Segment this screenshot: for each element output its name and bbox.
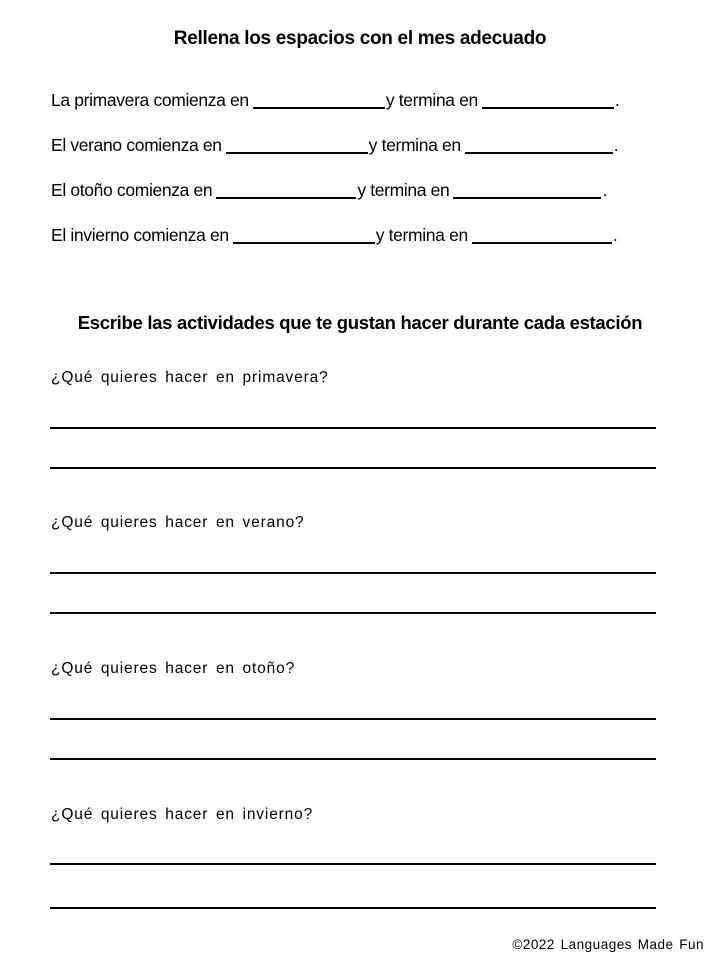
section-heading-activities: Escribe las actividades que te gustan hacer durante cada estación (77, 312, 643, 333)
blank-input-end-invierno[interactable] (472, 226, 612, 244)
sentence-middle-text: y termina en (368, 134, 461, 155)
fill-in-sentence-verano (51, 136, 618, 154)
answer-line-otono-1[interactable] (50, 718, 656, 720)
sentence-end-punctuation: . (602, 179, 607, 200)
answer-line-otono-2[interactable] (50, 758, 656, 760)
sentence-end-punctuation: . (612, 224, 618, 245)
page-title: Rellena los espacios con el mes adecuado (173, 28, 547, 49)
answer-line-invierno-1[interactable] (50, 863, 656, 865)
copyright-notice: ©2022 Languages Made Fun (512, 937, 704, 952)
blank-input-end-otono[interactable] (453, 181, 601, 199)
fill-in-sentence-otono (51, 181, 607, 199)
question-prompt-verano: ¿Qué quieres hacer en verano? (51, 514, 305, 531)
answer-line-primavera-2[interactable] (50, 467, 656, 469)
blank-input-start-otono[interactable] (216, 181, 356, 199)
fill-in-sentence-primavera (51, 91, 619, 109)
blank-input-start-primavera[interactable] (253, 91, 385, 109)
answer-line-verano-2[interactable] (50, 612, 656, 614)
sentence-middle-text: y termina en (357, 179, 450, 200)
sentence-lead-text: La primavera comienza en (51, 89, 249, 110)
sentence-end-punctuation: . (613, 134, 619, 155)
answer-line-invierno-2[interactable] (50, 907, 656, 909)
blank-input-end-primavera[interactable] (482, 91, 614, 109)
question-prompt-invierno: ¿Qué quieres hacer en invierno? (51, 806, 314, 823)
sentence-middle-text: y termina en (385, 89, 478, 110)
blank-input-start-invierno[interactable] (233, 226, 375, 244)
question-prompt-primavera: ¿Qué quieres hacer en primavera? (51, 369, 329, 386)
fill-in-sentence-invierno (51, 226, 617, 244)
answer-line-verano-1[interactable] (50, 572, 656, 574)
answer-line-primavera-1[interactable] (50, 427, 656, 429)
blank-input-start-verano[interactable] (226, 136, 368, 154)
sentence-middle-text: y termina en (375, 224, 468, 245)
question-prompt-otono: ¿Qué quieres hacer en otoño? (51, 660, 296, 677)
blank-input-end-verano[interactable] (465, 136, 613, 154)
sentence-lead-text: El invierno comienza en (51, 224, 229, 245)
sentence-lead-text: El verano comienza en (51, 134, 222, 155)
sentence-lead-text: El otoño comienza en (51, 179, 213, 200)
sentence-end-punctuation: . (614, 89, 620, 110)
